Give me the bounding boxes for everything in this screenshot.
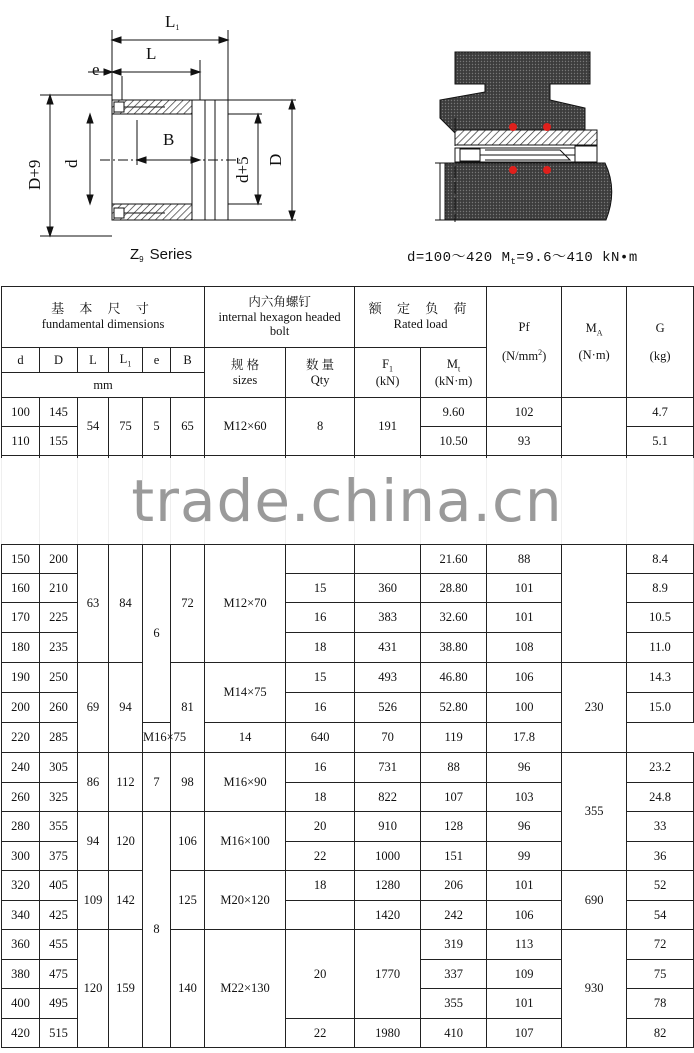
cell-qty: 15 <box>286 663 355 693</box>
cell-f1: 1000 <box>355 842 421 871</box>
cell-f1: 640 <box>286 723 355 753</box>
cell-mt: 9.60 <box>421 398 487 427</box>
cell-mt: 38.80 <box>421 633 487 663</box>
col-mt: $M_t$ (kN·m) <box>421 348 487 398</box>
cell-D: 260 <box>40 693 78 723</box>
cell-size: M16×100 <box>205 812 286 871</box>
col-f1: $F_1$ (kN) <box>355 348 421 398</box>
col-L1: $L_1$ <box>109 348 143 373</box>
cell-D: 235 <box>40 633 78 663</box>
cell-pf: 101 <box>487 871 562 901</box>
cell-g: 78 <box>627 989 694 1019</box>
cell-pf: 101 <box>487 574 562 603</box>
cell-mt: 128 <box>421 812 487 842</box>
dim-label-L: L <box>146 44 157 63</box>
cell-L1: 75 <box>109 398 143 456</box>
cell-g: 4.7 <box>627 398 694 427</box>
dim-label-L1: L1 <box>165 12 180 32</box>
col-qty: 数 量 Qty <box>286 348 355 398</box>
cell-pf: 109 <box>487 960 562 989</box>
cell-ma: 690 <box>562 871 627 930</box>
cell-d: 180 <box>2 633 40 663</box>
range-caption: d=100～420 $M_t=9.6\sim 410$ kN•m <box>407 250 638 267</box>
cell-d: 220 <box>2 723 40 753</box>
dim-label-e: e <box>92 60 100 79</box>
cell-pf: 101 <box>487 603 562 633</box>
cell-pf: 100 <box>487 693 562 723</box>
cell-g: 82 <box>627 1019 694 1048</box>
cell-mt: 242 <box>421 901 487 930</box>
cell-D: 495 <box>40 989 78 1019</box>
cell-ma <box>562 545 627 663</box>
cell-mt: 88 <box>421 753 487 783</box>
cell-qty: 15 <box>286 574 355 603</box>
cell-f1: 822 <box>355 783 421 812</box>
cell-pf: 106 <box>487 901 562 930</box>
cell-B: 98 <box>171 753 205 812</box>
cell-f1: 1770 <box>355 930 421 1019</box>
cell-qty: 14 <box>205 723 286 753</box>
col-B: B <box>171 348 205 373</box>
cell-f1: 431 <box>355 633 421 663</box>
col-e: e <box>143 348 171 373</box>
cell-qty: 22 <box>286 842 355 871</box>
cell-size: M20×120 <box>205 871 286 930</box>
cell-qty: 16 <box>286 693 355 723</box>
cell-d: 400 <box>2 989 40 1019</box>
cell-L: 94 <box>78 812 109 871</box>
cell-mt: 206 <box>421 871 487 901</box>
cell-ma: 355 <box>562 753 627 871</box>
cell-d: 300 <box>2 842 40 871</box>
cell-B: 65 <box>171 398 205 456</box>
dim-label-D9: D+9 <box>25 159 44 190</box>
cell-e: 7 <box>143 753 171 812</box>
cell-g: 72 <box>627 930 694 960</box>
cell-f1: 493 <box>355 663 421 693</box>
cell-qty: 18 <box>286 783 355 812</box>
cell-D: 515 <box>40 1019 78 1048</box>
cell-f1: 731 <box>355 753 421 783</box>
cell-D: 225 <box>40 603 78 633</box>
cell-D: 285 <box>40 723 78 753</box>
cell-d: 380 <box>2 960 40 989</box>
right-assembly-view <box>435 52 612 222</box>
dim-label-d5: d+5 <box>233 156 252 183</box>
cell-g: 5.1 <box>627 427 694 456</box>
cell-g: 10.5 <box>627 603 694 633</box>
cell-pf: 113 <box>487 930 562 960</box>
cell-d: 280 <box>2 812 40 842</box>
cell-mt: 151 <box>421 842 487 871</box>
cell-pf: 108 <box>487 633 562 663</box>
series-caption: $Z_9$ Series <box>130 246 193 264</box>
cell-mt: 70 <box>355 723 421 753</box>
cell-d: 340 <box>2 901 40 930</box>
cell-L1: 159 <box>109 930 143 1048</box>
col-sizes: 规 格 sizes <box>205 348 286 398</box>
header-g: G (kg) <box>627 287 694 398</box>
cell-f1: 383 <box>355 603 421 633</box>
cell-f1: 526 <box>355 693 421 723</box>
header-pf: Pf $(N/mm^2)$ <box>487 287 562 398</box>
cell-size: M22×130 <box>205 930 286 1048</box>
cell-pf: 106 <box>487 663 562 693</box>
cell-f1: 191 <box>355 398 421 456</box>
cell-size: M14×75 <box>205 663 286 723</box>
cell-d: 150 <box>2 545 40 574</box>
cell-pf: 88 <box>487 545 562 574</box>
cell-f1 <box>355 545 421 574</box>
cell-pf: 119 <box>421 723 487 753</box>
cell-g: 54 <box>627 901 694 930</box>
cell-pf: 96 <box>487 812 562 842</box>
col-L: L <box>78 348 109 373</box>
cell-L: 63 <box>78 545 109 663</box>
cell-D: 425 <box>40 901 78 930</box>
cell-qty <box>286 545 355 574</box>
cell-d: 420 <box>2 1019 40 1048</box>
cell-mt: 107 <box>421 783 487 812</box>
cell-size: M16×75 <box>143 723 171 753</box>
cell-mt: 32.60 <box>421 603 487 633</box>
cell-e: 5 <box>143 398 171 456</box>
cell-d: 100 <box>2 398 40 427</box>
cell-g: 11.0 <box>627 633 694 663</box>
cell-qty: 16 <box>286 753 355 783</box>
cell-L: 120 <box>78 930 109 1048</box>
cell-pf: 93 <box>487 427 562 456</box>
cell-mt: 21.60 <box>421 545 487 574</box>
cell-D: 375 <box>40 842 78 871</box>
cell-L: 69 <box>78 663 109 753</box>
cell-g: 8.9 <box>627 574 694 603</box>
cell-L: 54 <box>78 398 109 456</box>
cell-L1: 94 <box>109 663 143 753</box>
technical-drawings <box>0 0 694 285</box>
cell-g: 33 <box>627 812 694 842</box>
cell-ma <box>562 398 627 456</box>
cell-d: 190 <box>2 663 40 693</box>
cell-L1: 112 <box>109 753 143 812</box>
header-fundamental: 基 本 尺 寸 fundamental dimensions <box>2 287 205 348</box>
cell-g: 52 <box>627 871 694 901</box>
cell-qty: 22 <box>286 1019 355 1048</box>
cell-g: 23.2 <box>627 753 694 783</box>
cell-mt: 410 <box>421 1019 487 1048</box>
unit-mm: mm <box>2 373 205 398</box>
cell-d: 260 <box>2 783 40 812</box>
dim-label-d: d <box>62 159 81 168</box>
cell-L: 86 <box>78 753 109 812</box>
cell-g: 8.4 <box>627 545 694 574</box>
cell-d: 320 <box>2 871 40 901</box>
cell-qty: 8 <box>286 398 355 456</box>
dimension-drawing-svg <box>0 0 694 285</box>
cell-qty: 16 <box>286 603 355 633</box>
cell-pf: 107 <box>487 1019 562 1048</box>
col-D: D <box>40 348 78 373</box>
cell-d: 160 <box>2 574 40 603</box>
cell-D: 250 <box>40 663 78 693</box>
cell-g: 15.0 <box>627 693 694 723</box>
cell-L: 109 <box>78 871 109 930</box>
cell-B: 81 <box>171 663 205 753</box>
cell-size: M12×60 <box>205 398 286 456</box>
cell-d: 360 <box>2 930 40 960</box>
cell-g: 14.3 <box>627 663 694 693</box>
cell-D: 200 <box>40 545 78 574</box>
cell-f1: 1980 <box>355 1019 421 1048</box>
cell-size: M16×90 <box>205 753 286 812</box>
cell-g: 24.8 <box>627 783 694 812</box>
cell-L1: 142 <box>109 871 143 930</box>
cell-B: 140 <box>171 930 205 1048</box>
cell-B: 125 <box>171 871 205 930</box>
cell-ma: 230 <box>562 663 627 753</box>
cell-pf: 101 <box>487 989 562 1019</box>
cell-B: 72 <box>171 545 205 663</box>
cell-e: 8 <box>143 812 171 1048</box>
cell-qty: 18 <box>286 871 355 901</box>
cell-D: 305 <box>40 753 78 783</box>
cell-size: M12×70 <box>205 545 286 663</box>
specification-table <box>1 286 694 1048</box>
cell-D: 210 <box>40 574 78 603</box>
cell-mt: 28.80 <box>421 574 487 603</box>
cell-mt: 52.80 <box>421 693 487 723</box>
header-rated-load: 额 定 负 荷 Rated load <box>355 287 487 348</box>
cell-pf: 103 <box>487 783 562 812</box>
cell-mt: 319 <box>421 930 487 960</box>
cell-d: 240 <box>2 753 40 783</box>
cell-D: 475 <box>40 960 78 989</box>
cell-qty: 20 <box>286 930 355 1019</box>
cell-qty: 18 <box>286 633 355 663</box>
cell-qty <box>286 901 355 930</box>
cell-D: 355 <box>40 812 78 842</box>
cell-f1: 360 <box>355 574 421 603</box>
cell-pf: 96 <box>487 753 562 783</box>
cell-mt: 10.50 <box>421 427 487 456</box>
cell-mt: 355 <box>421 989 487 1019</box>
cell-mt: 337 <box>421 960 487 989</box>
cell-qty: 20 <box>286 812 355 842</box>
cell-f1: 1420 <box>355 901 421 930</box>
cell-d: 170 <box>2 603 40 633</box>
cell-D: 405 <box>40 871 78 901</box>
col-d: d <box>2 348 40 373</box>
cell-D: 145 <box>40 398 78 427</box>
cell-f1: 1280 <box>355 871 421 901</box>
cell-ma: 930 <box>562 930 627 1048</box>
cell-D: 455 <box>40 930 78 960</box>
cell-pf: 99 <box>487 842 562 871</box>
cell-g: 75 <box>627 960 694 989</box>
cell-f1: 910 <box>355 812 421 842</box>
cell-g: 17.8 <box>487 723 562 753</box>
cell-g: 36 <box>627 842 694 871</box>
cell-d: 110 <box>2 427 40 456</box>
cell-pf: 102 <box>487 398 562 427</box>
cell-D: 155 <box>40 427 78 456</box>
dim-label-B: B <box>163 130 175 149</box>
dim-label-D: D <box>266 153 285 166</box>
cell-B: 106 <box>171 812 205 871</box>
cell-mt: 46.80 <box>421 663 487 693</box>
header-ma: $M_A$ (N·m) <box>562 287 627 398</box>
watermark-overlay: trade.china.cn <box>0 458 694 544</box>
cell-d: 200 <box>2 693 40 723</box>
cell-D: 325 <box>40 783 78 812</box>
cell-L1: 84 <box>109 545 143 663</box>
cell-L1: 120 <box>109 812 143 871</box>
cell-e: 6 <box>143 545 171 723</box>
header-bolt: 内六角螺钉 internal hexagon headed bolt <box>205 287 355 348</box>
